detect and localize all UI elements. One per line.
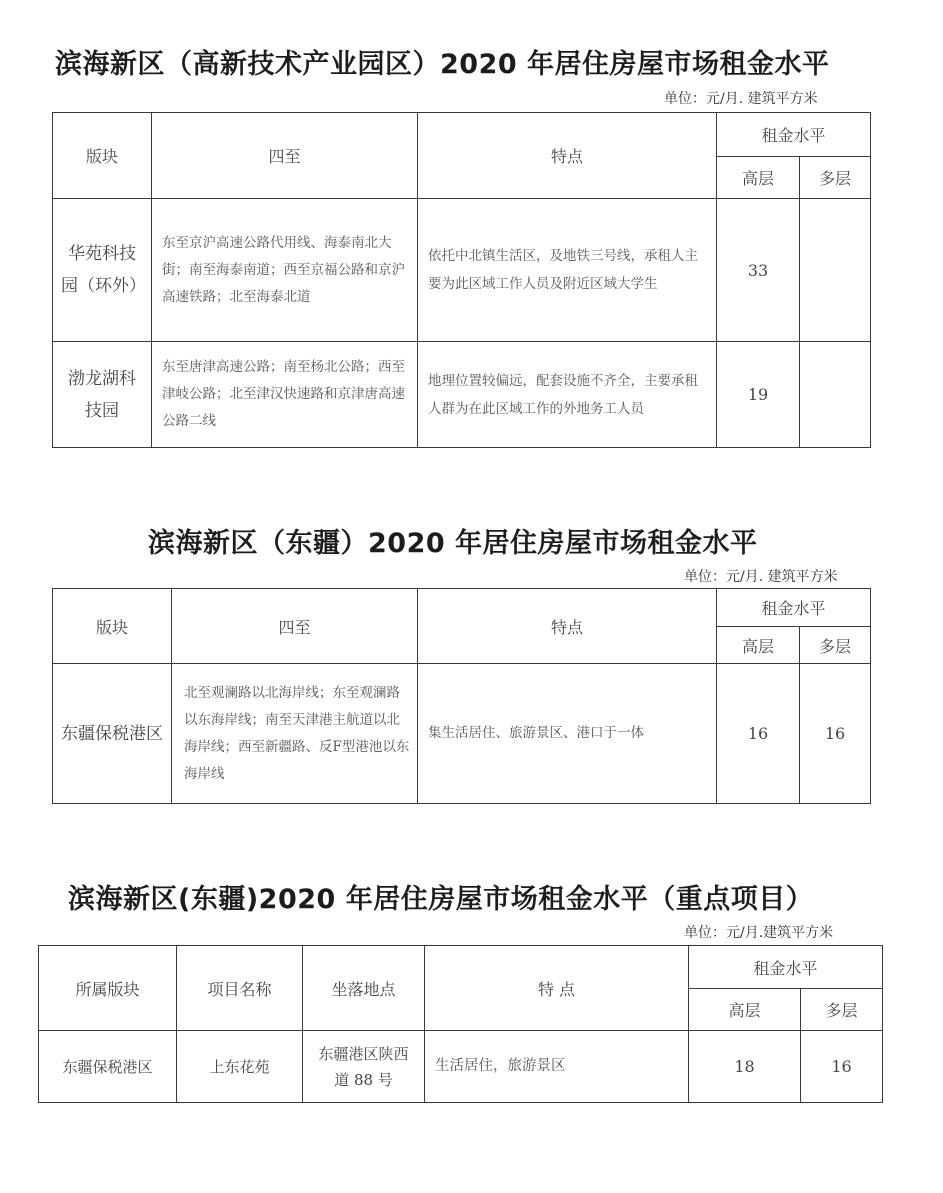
section1-table	[52, 112, 871, 448]
row-location: 东疆港区陕西道 88 号	[303, 1031, 425, 1103]
header-rent-level: 租金水平	[717, 589, 871, 627]
header-location: 坐落地点	[303, 946, 425, 1031]
header-block: 所属版块	[39, 946, 177, 1031]
section1-unit: 单位：元/月. 建筑平方米	[664, 91, 818, 107]
header-multi-storey: 多层	[800, 157, 871, 199]
header-high-rise: 高层	[717, 627, 800, 664]
header-multi-storey: 多层	[801, 989, 883, 1031]
header-high-rise: 高层	[689, 989, 801, 1031]
table-row	[53, 342, 871, 448]
row-block-name: 东疆保税港区	[53, 664, 172, 804]
row-features: 集生活居住、旅游景区、港口于一体	[418, 664, 717, 804]
row-multi-storey-rent	[800, 342, 871, 448]
section2-unit: 单位：元/月. 建筑平方米	[684, 569, 838, 585]
row-bounds: 东至唐津高速公路；南至杨北公路；西至津岐公路；北至津汉快速路和京津唐高速公路二线	[152, 342, 418, 448]
row-features: 地理位置较偏远，配套设施不齐全，主要承租人群为在此区域工作的外地务工人员	[418, 342, 717, 448]
row-high-rise-rent: 18	[689, 1031, 801, 1103]
section3-title: 滨海新区(东疆)2020 年居住房屋市场租金水平（重点项目）	[68, 884, 814, 915]
row-block: 东疆保税港区	[39, 1031, 177, 1103]
section1-title: 滨海新区（高新技术产业园区）2020 年居住房屋市场租金水平	[55, 49, 830, 80]
header-rent-level: 租金水平	[689, 946, 883, 989]
header-features: 特点	[418, 113, 717, 199]
header-rent-level: 租金水平	[717, 113, 871, 157]
row-multi-storey-rent	[800, 199, 871, 342]
row-bounds: 北至观澜路以北海岸线；东至观澜路以东海岸线；南至天津港主航道以北海岸线；西至新疆路、反F型港池以东海岸线	[172, 664, 418, 804]
table-row	[53, 664, 871, 804]
header-bounds: 四至	[172, 589, 418, 664]
row-features: 依托中北镇生活区，及地铁三号线，承租人主要为此区域工作人员及附近区域大学生	[418, 199, 717, 342]
row-block-name: 华苑科技园（环外）	[53, 199, 152, 342]
section3-unit: 单位：元/月.建筑平方米	[684, 925, 834, 941]
header-block: 版块	[53, 589, 172, 664]
table-row	[53, 199, 871, 342]
row-multi-storey-rent: 16	[801, 1031, 883, 1103]
row-high-rise-rent: 33	[717, 199, 800, 342]
header-bounds: 四至	[152, 113, 418, 199]
header-high-rise: 高层	[717, 157, 800, 199]
row-high-rise-rent: 16	[717, 664, 800, 804]
table-row	[39, 1031, 883, 1103]
header-project-name: 项目名称	[177, 946, 303, 1031]
row-high-rise-rent: 19	[717, 342, 800, 448]
section2-title: 滨海新区（东疆）2020 年居住房屋市场租金水平	[148, 528, 758, 559]
row-project-name: 上东花苑	[177, 1031, 303, 1103]
header-features: 特 点	[425, 946, 689, 1031]
row-features: 生活居住，旅游景区	[425, 1031, 689, 1103]
row-multi-storey-rent: 16	[800, 664, 871, 804]
section3-table	[38, 945, 883, 1103]
header-features: 特点	[418, 589, 717, 664]
header-multi-storey: 多层	[800, 627, 871, 664]
row-block-name: 渤龙湖科技园	[53, 342, 152, 448]
row-bounds: 东至京沪高速公路代用线、海泰南北大街；南至海泰南道；西至京福公路和京沪高速铁路；北至海泰北道	[152, 199, 418, 342]
header-block: 版块	[53, 113, 152, 199]
section2-table	[52, 588, 871, 804]
